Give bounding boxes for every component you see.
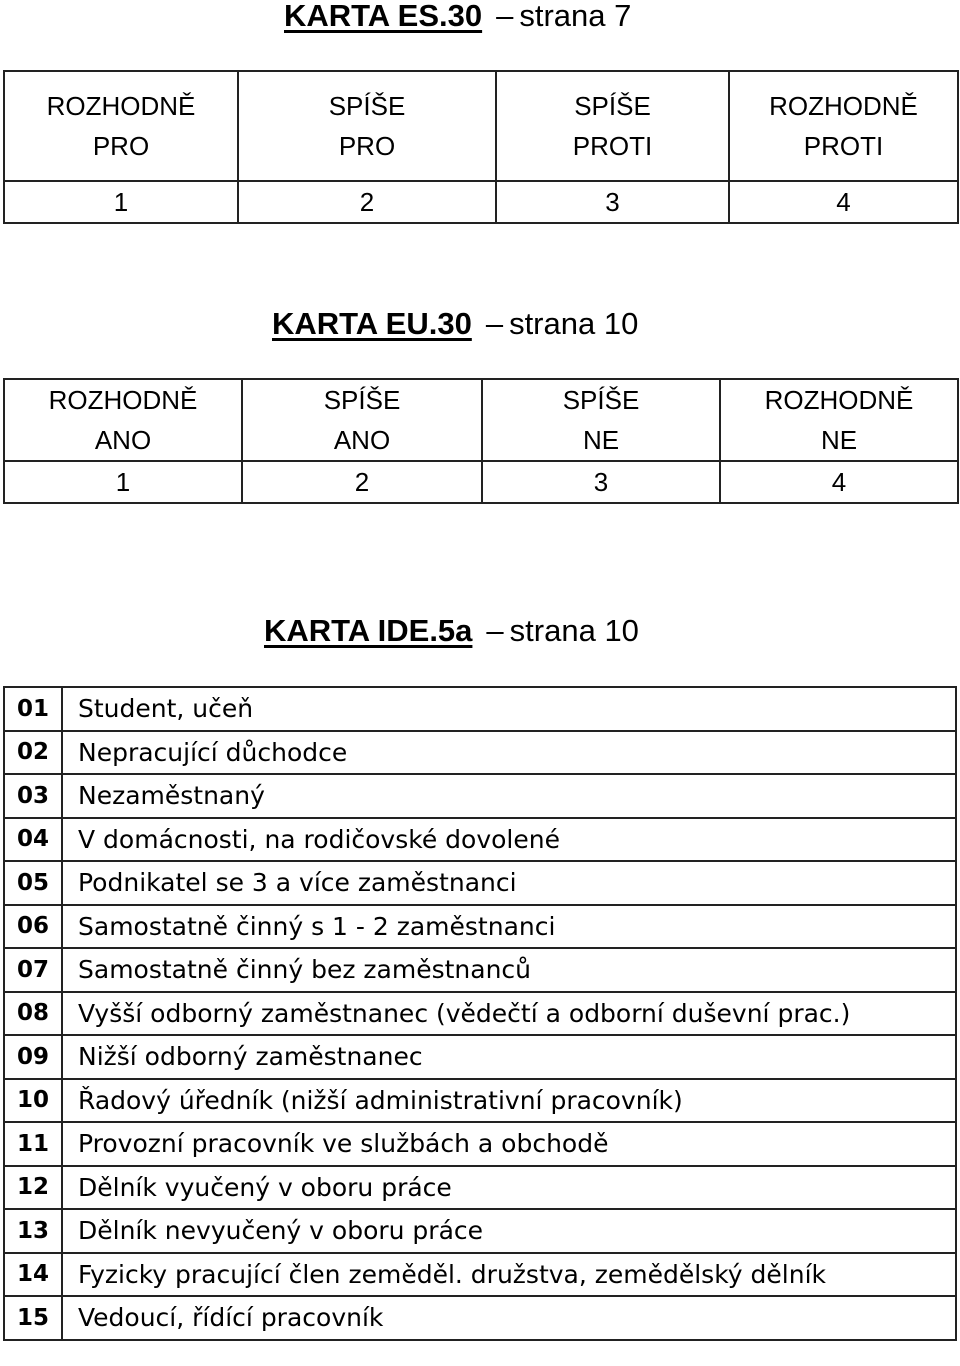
section-title-es30 (284, 0, 631, 31)
scale-value-2: 2 (242, 461, 482, 503)
row-label: Nepracující důchodce (62, 731, 956, 775)
row-code: 06 (4, 905, 62, 949)
row-code: 13 (4, 1209, 62, 1253)
row-label: Samostatně činný s 1 - 2 zaměstnanci (62, 905, 956, 949)
row-code: 07 (4, 948, 62, 992)
table-row (4, 992, 956, 1036)
scale-option-2: SPÍŠE ANO (242, 379, 482, 461)
scale-option-3: SPÍŠE PROTI (496, 71, 729, 181)
section-title-ide5a (264, 615, 639, 646)
scale-value-1: 1 (4, 461, 242, 503)
table-row (4, 1253, 956, 1297)
table-row (4, 861, 956, 905)
title-dash: – (486, 613, 504, 648)
title-dash: – (496, 0, 514, 33)
row-code: 01 (4, 687, 62, 731)
title-dash: – (485, 306, 504, 341)
row-label: Dělník nevyučený v oboru práce (62, 1209, 956, 1253)
table-row (4, 1296, 956, 1340)
table-row (4, 1035, 956, 1079)
table-row (4, 1166, 956, 1210)
table-row (4, 687, 956, 731)
row-code: 04 (4, 818, 62, 862)
scale-value-3: 3 (496, 181, 729, 223)
row-label: Podnikatel se 3 a více zaměstnanci (62, 861, 956, 905)
row-code: 15 (4, 1296, 62, 1340)
occupation-code-table (3, 686, 957, 1341)
row-code: 03 (4, 774, 62, 818)
table-row (4, 1209, 956, 1253)
table-row (4, 905, 956, 949)
scale-value-4: 4 (720, 461, 958, 503)
row-label: V domácnosti, na rodičovské dovolené (62, 818, 956, 862)
scale-option-1: ROZHODNĚ PRO (4, 71, 238, 181)
scale-value-3: 3 (482, 461, 720, 503)
scale-value-4: 4 (729, 181, 958, 223)
row-code: 14 (4, 1253, 62, 1297)
card-code: KARTA IDE.5a (264, 613, 473, 648)
card-code: KARTA EU.30 (272, 306, 472, 341)
row-label: Fyzicky pracující člen zeměděl. družstva, zemědělský dělník (62, 1253, 956, 1297)
table-row (4, 818, 956, 862)
scale-value-2: 2 (238, 181, 496, 223)
row-code: 05 (4, 861, 62, 905)
page-reference: strana 10 (509, 613, 639, 648)
scale-option-3: SPÍŠE NE (482, 379, 720, 461)
row-label: Řadový úředník (nižší administrativní pracovník) (62, 1079, 956, 1123)
row-label: Nižší odborný zaměstnanec (62, 1035, 956, 1079)
row-code: 02 (4, 731, 62, 775)
row-code: 09 (4, 1035, 62, 1079)
row-label: Vedoucí, řídící pracovník (62, 1296, 956, 1340)
section-title-eu30 (272, 308, 638, 339)
scale-value-1: 1 (4, 181, 238, 223)
scale-option-4: ROZHODNĚ NE (720, 379, 958, 461)
row-label: Samostatně činný bez zaměstnanců (62, 948, 956, 992)
page-reference: strana 10 (509, 306, 639, 341)
row-code: 10 (4, 1079, 62, 1123)
row-code: 08 (4, 992, 62, 1036)
row-code: 11 (4, 1122, 62, 1166)
scale-option-1: ROZHODNĚ ANO (4, 379, 242, 461)
row-label: Nezaměstnaný (62, 774, 956, 818)
answer-scale-table-eu30 (3, 378, 959, 504)
table-row (4, 774, 956, 818)
row-label: Provozní pracovník ve službách a obchodě (62, 1122, 956, 1166)
row-label: Vyšší odborný zaměstnanec (vědečtí a odborní duševní prac.) (62, 992, 956, 1036)
scale-option-2: SPÍŠE PRO (238, 71, 496, 181)
table-row (4, 1079, 956, 1123)
row-label: Dělník vyučený v oboru práce (62, 1166, 956, 1210)
scale-option-4: ROZHODNĚ PROTI (729, 71, 958, 181)
table-row (4, 731, 956, 775)
table-row (4, 948, 956, 992)
page-reference: strana 7 (519, 0, 632, 33)
row-code: 12 (4, 1166, 62, 1210)
answer-scale-table-es30 (3, 70, 959, 224)
row-label: Student, učeň (62, 687, 956, 731)
card-code: KARTA ES.30 (284, 0, 483, 33)
table-row (4, 1122, 956, 1166)
